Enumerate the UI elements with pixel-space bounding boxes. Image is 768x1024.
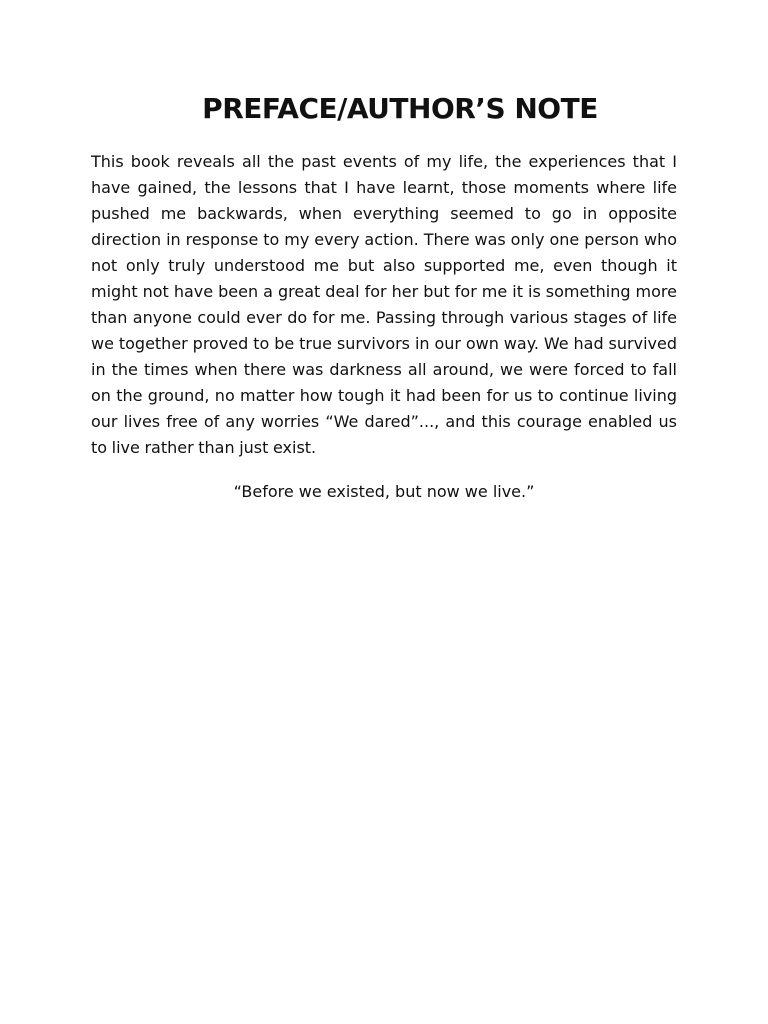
page-title: PREFACE/AUTHOR’S NOTE: [202, 92, 598, 125]
closing-quote: “Before we existed, but now we live.”: [233, 482, 535, 501]
preface-paragraph: This book reveals all the past events of my life, the experiences that I have gained, the lessons that I have learnt, those moments where life pushed me backwards, when everything seemed to go in opposite direction in response to my every action. There was only one person who not only truly understood me but also supported me, even though it might not have been a great deal for her but for me it is something more than anyone could ever do for me. Passing through various stages of life we together proved to be true survivors in our own way. We had survived in the times when there was darkness all around, we were forced to fall on the ground, no matter how tough it had been for us to continue living our lives free of any worries “We dared”..., and this courage enabled us to live rather than just exist.: [91, 152, 677, 457]
